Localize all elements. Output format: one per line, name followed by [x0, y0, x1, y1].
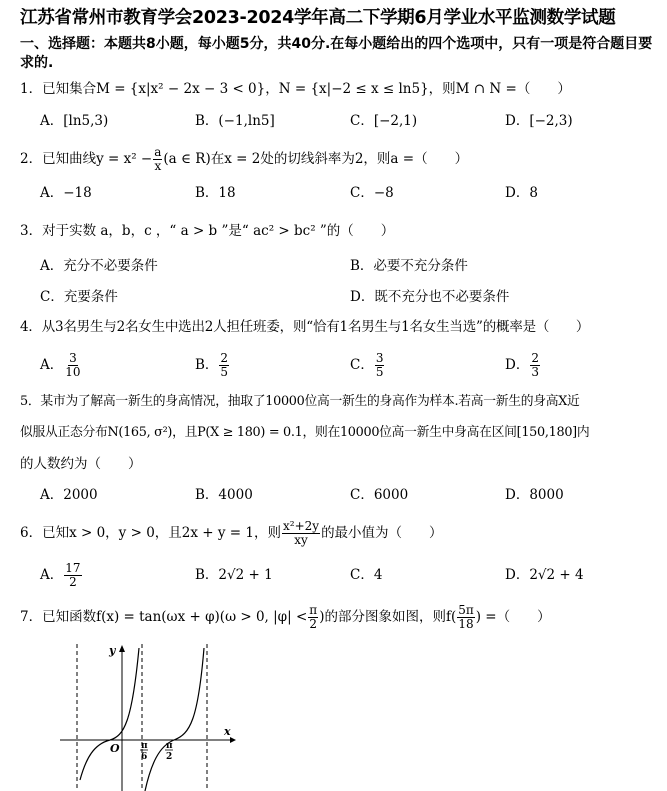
q4-option-d-label: D． [505, 357, 530, 373]
q2-stem-part-a: 2．已知曲线y = x² − [20, 151, 153, 167]
q6-a-den: 2 [69, 575, 77, 589]
q4-option-d[interactable] [505, 352, 541, 379]
q4-option-b-label: B． [195, 357, 219, 373]
question-3-stem: 3．对于实数 a，b，c ，“ a > b ”是“ ac² > bc² ”的（ ） [20, 223, 395, 239]
q6-stem-part-b: 的最小值为（ ） [321, 525, 443, 541]
q6-option-b[interactable]: B．2√2 + 1 [195, 567, 273, 583]
q7-frac2-num: 5π [458, 603, 474, 617]
question-5-line-2: 似服从正态分布N(165, σ²)，且P(X ≥ 180) = 0.1，则在10000位高一新生中身高在区间[150,180]内 [20, 425, 590, 440]
q7-stem-part-a: 7．已知函数f(x) = tan(ωx + φ)(ω > 0, |φ| < [20, 609, 308, 625]
q2-frac-den: x [154, 159, 162, 173]
q5-option-c[interactable]: C．6000 [350, 487, 409, 503]
q3-option-b[interactable]: B．必要不充分条件 [350, 258, 468, 274]
q2-option-d[interactable]: D．8 [505, 185, 538, 201]
tick-2-num: π [166, 741, 173, 751]
q1-option-d[interactable]: D．[−2,3) [505, 113, 573, 129]
q4-b-den: 5 [220, 365, 229, 379]
y-axis-arrow [119, 645, 125, 652]
q2-frac-num: a [154, 145, 162, 159]
q7-stem-part-b: )的部分图象如图，则f( [319, 609, 457, 625]
q4-option-a[interactable] [40, 352, 83, 379]
q2-stem-part-b: (a ∈ R)在x = 2处的切线斜率为2，则a =（ ） [163, 151, 469, 167]
q2-fraction [153, 146, 162, 173]
tan-branch-left [80, 648, 139, 780]
q5-option-b[interactable]: B．4000 [195, 487, 253, 503]
q6-fraction [282, 520, 320, 547]
q4-option-a-label: A． [40, 357, 64, 373]
q4-option-c-label: C． [350, 357, 374, 373]
q6-option-d[interactable]: D．2√2 + 4 [505, 567, 584, 583]
tick-1-den: 6 [141, 752, 148, 762]
q7-fraction-1 [308, 604, 318, 631]
q4-d-den: 3 [531, 365, 539, 379]
q5-option-d[interactable]: D．8000 [505, 487, 564, 503]
q6-frac-num: x²+2y [283, 519, 320, 533]
tick-2-den: 2 [166, 752, 173, 762]
x-axis-arrow [230, 737, 236, 743]
q4-a-num: 3 [69, 351, 77, 365]
q7-frac1-num: π [309, 603, 318, 617]
q4-option-d-fraction [530, 352, 540, 379]
q4-c-num: 3 [375, 351, 384, 365]
q2-option-c[interactable]: C．−8 [350, 185, 394, 201]
q4-c-den: 5 [375, 365, 384, 379]
q1-option-b[interactable]: B．(−1,ln5] [195, 113, 275, 129]
page-title: 江苏省常州市教育学会2023-2024学年高二下学期6月学业水平监测数学试题 [20, 8, 616, 28]
question-4-stem: 4．从3名男生与2名女生中选出2人担任班委，则“恰有1名男生与1名女生当选”的概率是（ ） [20, 319, 590, 335]
q7-fraction-2 [457, 604, 475, 631]
q6-frac-den: xy [294, 533, 308, 547]
q3-option-d[interactable]: D．既不充分也不必要条件 [350, 289, 510, 305]
q6-option-c[interactable]: C．4 [350, 567, 383, 583]
origin-label: O [110, 742, 120, 755]
q6-option-a[interactable] [40, 562, 83, 589]
q1-option-c[interactable]: C．[−2,1) [350, 113, 418, 129]
q7-frac2-den: 18 [458, 617, 474, 631]
q3-option-c[interactable]: C．充要条件 [40, 289, 118, 305]
q6-a-num: 17 [65, 561, 81, 575]
q1-option-a[interactable]: A．[ln5,3) [40, 113, 109, 129]
q5-option-a[interactable]: A．2000 [40, 487, 98, 503]
question-7-stem [20, 604, 551, 631]
x-axis-label: x [224, 725, 231, 738]
tan-branch-right [145, 648, 204, 791]
q4-option-c-fraction [375, 352, 385, 379]
question-6-stem [20, 520, 443, 547]
q2-option-b[interactable]: B．18 [195, 185, 236, 201]
q4-option-b-fraction [219, 352, 229, 379]
tick-1-num: π [141, 741, 148, 751]
q7-frac1-den: 2 [309, 617, 318, 631]
q4-b-num: 2 [220, 351, 229, 365]
question-2-stem [20, 146, 468, 173]
q4-d-num: 2 [531, 351, 539, 365]
q6-stem-part-a: 6．已知x > 0，y > 0，且2x + y = 1，则 [20, 525, 282, 541]
q6-option-a-fraction [64, 562, 81, 589]
tangent-graph [60, 640, 240, 791]
question-5-line-1: 5．某市为了解高一新生的身高情况，抽取了10000位高一新生的身高作为样本.若高一新生的身高X近 [20, 394, 580, 409]
q7-stem-part-c: ) =（ ） [475, 609, 551, 625]
question-5-line-3: 的人数约为（ ） [20, 456, 142, 472]
question-1-stem: 1．已知集合M = {x|x² − 2x − 3 < 0}，N = {x|−2 ≤ x ≤ ln5}，则M ∩ N =（ ） [20, 81, 571, 97]
section-heading: 一、选择题：本题共8小题，每小题5分，共40分.在每小题给出的四个选项中，只有一项是符合题目要求的. [20, 36, 653, 71]
q6-option-a-label: A． [40, 567, 64, 583]
q4-option-a-fraction [64, 352, 81, 379]
y-axis-label: y [109, 644, 116, 657]
q4-option-b[interactable] [195, 352, 230, 379]
q4-option-c[interactable] [350, 352, 385, 379]
q4-a-den: 10 [65, 365, 81, 379]
q2-option-a[interactable]: A．−18 [40, 185, 92, 201]
q3-option-a[interactable]: A．充分不必要条件 [40, 258, 158, 274]
